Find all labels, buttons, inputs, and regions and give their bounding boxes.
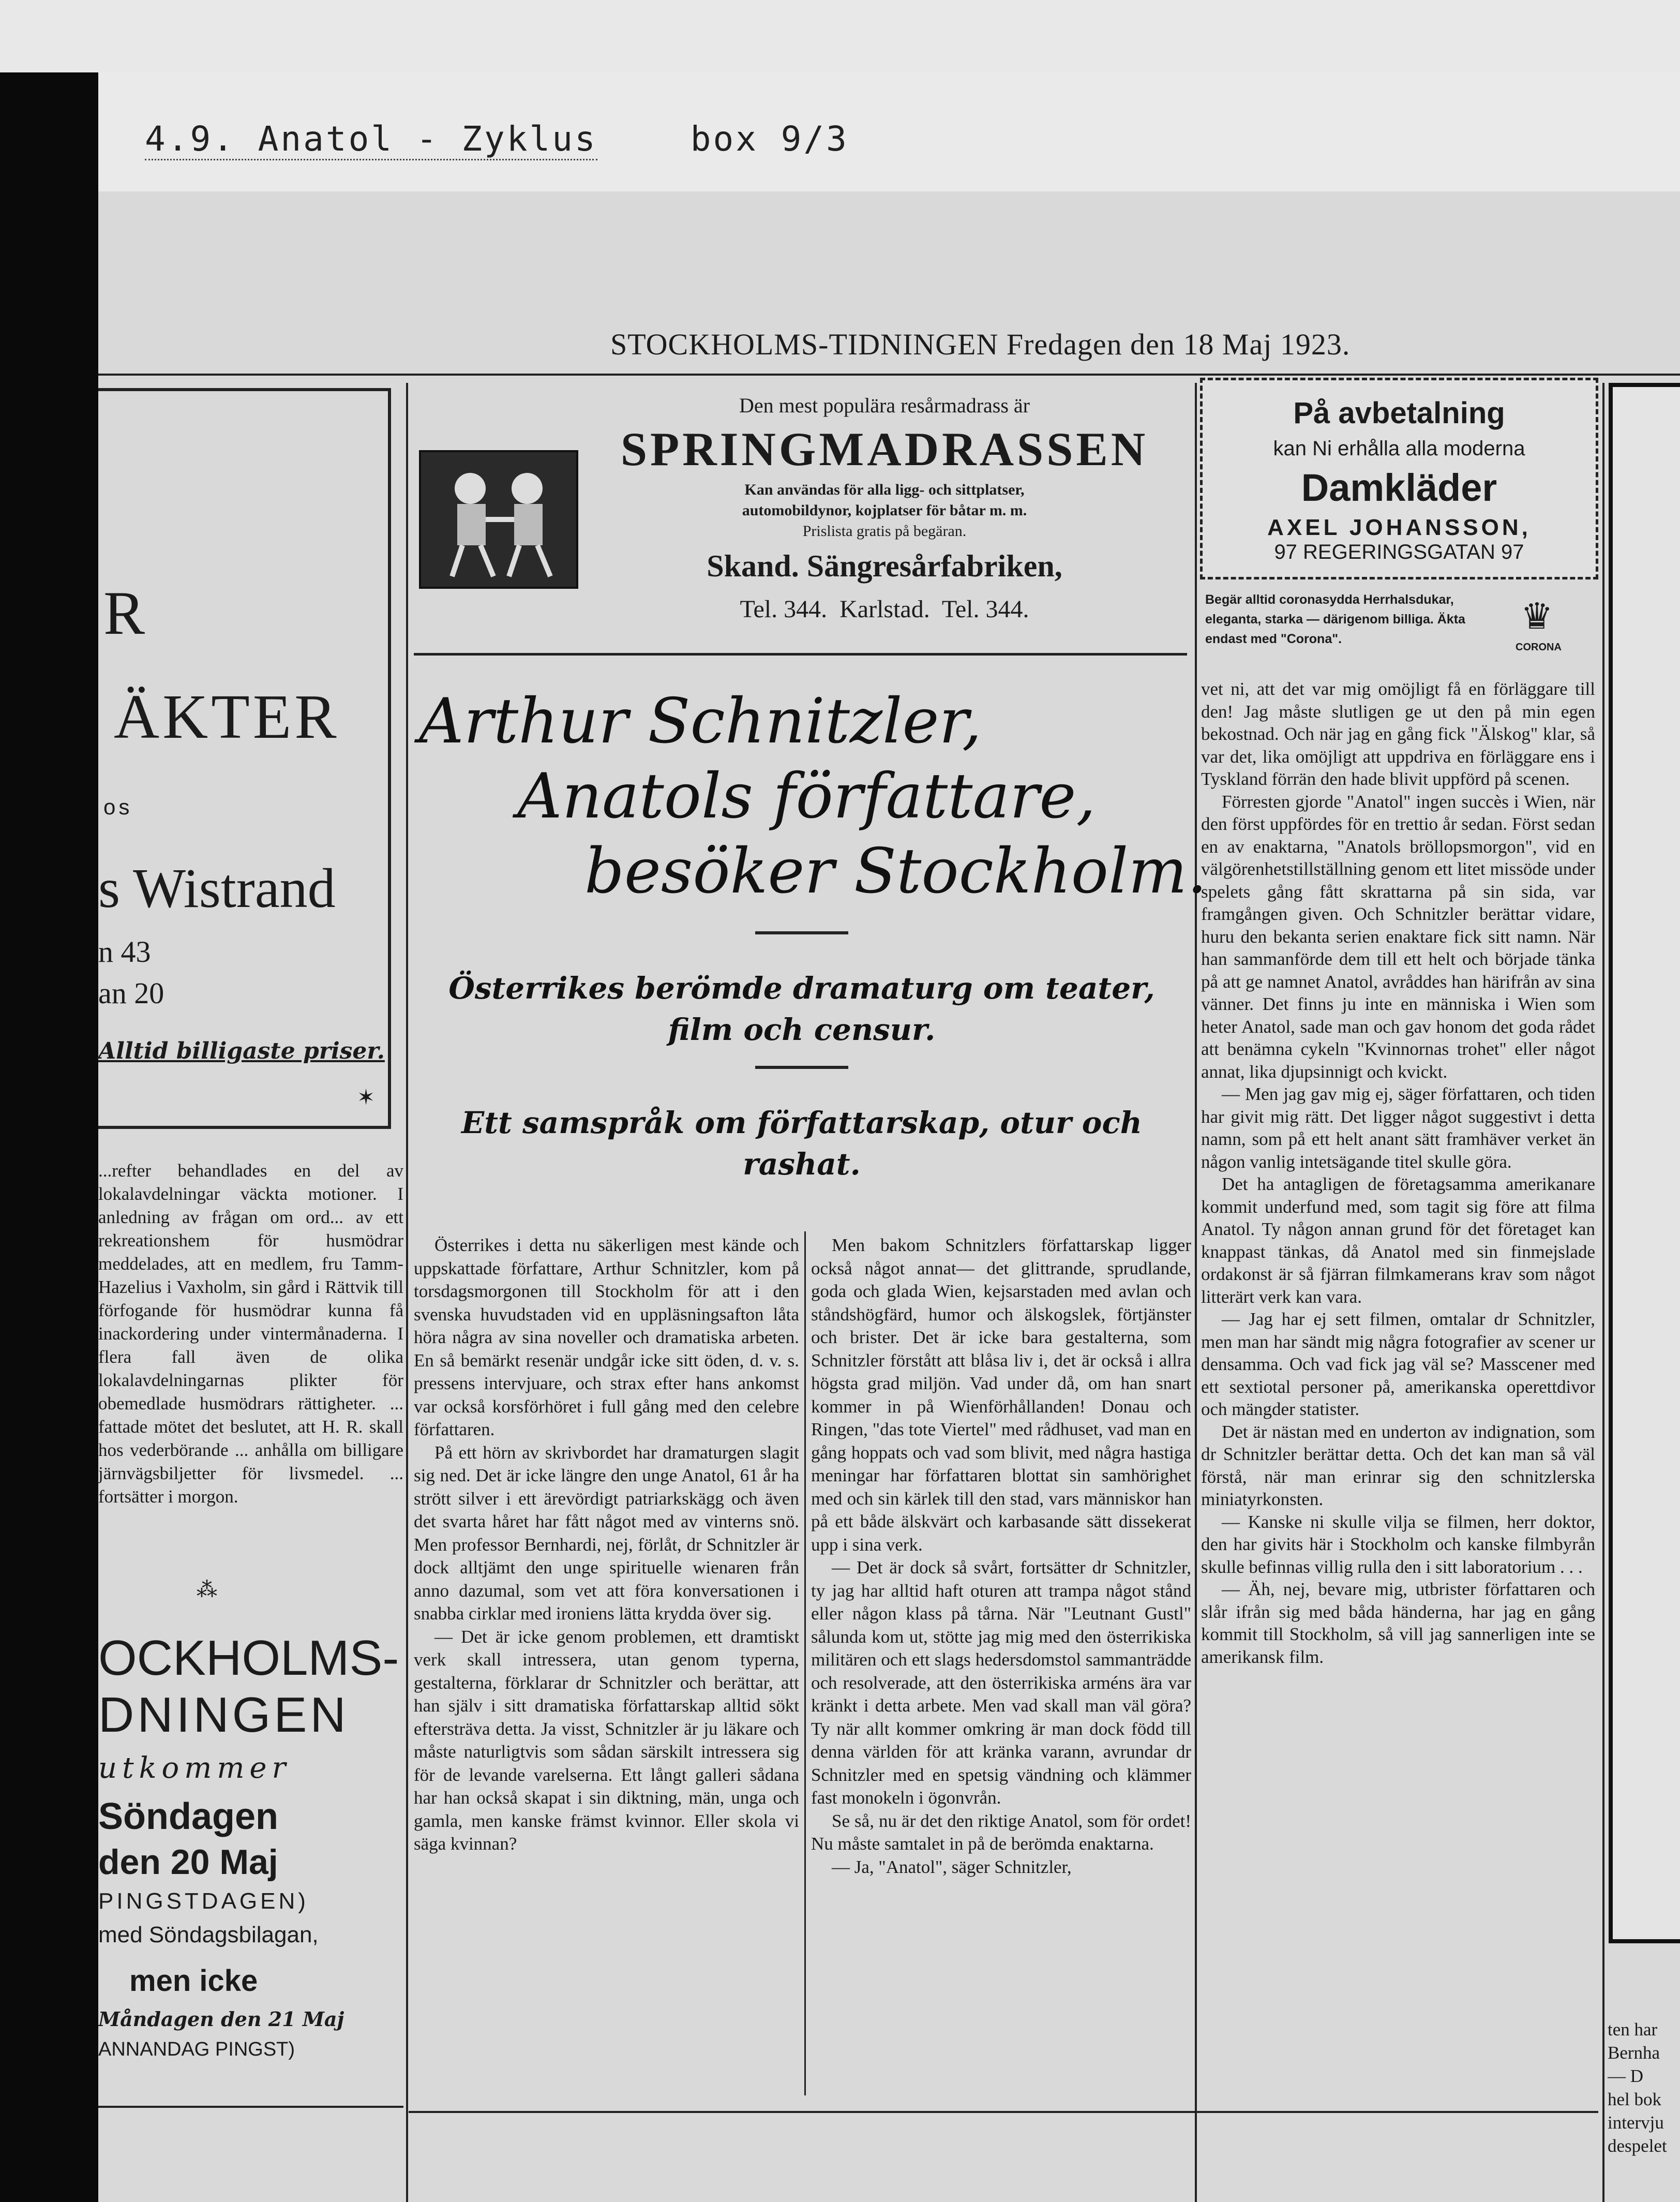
column-rule-2 bbox=[1195, 383, 1197, 2202]
masthead: STOCKHOLMS-TIDNINGEN Fredagen den 18 Maj 1923. bbox=[610, 328, 1351, 361]
divider-ornament: ⁂ bbox=[197, 1578, 217, 1602]
article-col3-para1: vet ni, att det var mig omöjligt få en förläggare till den! Jag måste slutligen ge ut den på min egen bekostnad. Och när jag en gång fick "Älskog" klar, så var det, lika omöjligt att uppdriva en förläggare ens i Tyskland förrän den hade blivit uppförd på scenen. bbox=[1201, 679, 1595, 789]
right-edge-line1: ten har bbox=[1608, 2019, 1658, 2040]
subheadline-2: Ett samspråk om författarskap, otur och rashat. bbox=[461, 1105, 1142, 1182]
article-col1-para1: Österrikes i detta nu säkerligen mest kände och uppskattade författare, Arthur Schnitzler, kom på torsdagsmorgonen till Stockholm för att i den svenska huvudstaden vid en uppläsningsafton låta höra några av sina noveller och dramatiska arbeten. En så bemärkt resenär undgår icke sitt öden, d. v. s. pressens intervjuare, och strax efter hans ankomst var också korsförhöret i full gång med den celebre författaren. bbox=[414, 1235, 799, 1439]
right-edge-line5: intervju bbox=[1608, 2112, 1664, 2133]
left-ad2-line3: utkommer bbox=[98, 1751, 291, 1785]
article-column-1 bbox=[414, 1234, 799, 1856]
left-ad-line2: ÄKTER bbox=[114, 682, 340, 752]
left-ad-line4: s Wistrand bbox=[98, 858, 336, 919]
left-ad2-line6: PINGSTDAGEN) bbox=[98, 1888, 309, 1914]
ad-separator-rule bbox=[414, 653, 1187, 656]
left-ad2-line7: med Söndagsbilagan, bbox=[98, 1922, 319, 1947]
mattress-tel: Tel. 344. Karlstad. Tel. 344. bbox=[740, 596, 1029, 623]
left-news-text: ...refter behandlades en del av lokalavdelningar väckta motioner. I anledning av frågan om ord... av ett rekreationshem för husmödrar meddelades, att en medlem, fru Tamm-Hazelius i Vaxholm, sin gård i Rättvik till förfogande för husmödrar kunna få inackordering under vintermånaderna. I flera fall även de olika lokalavdelningarnas plikter för obemedlade husmödrars rättigheter. ... fattade mötet det beslutet, att H. R. skall hos vederbörande ... anhålla om billigare järnvägsbiljetter för livsmedel. ... fortsätter i morgon. bbox=[98, 1160, 403, 1507]
subheadline-rule bbox=[755, 1066, 848, 1069]
clothes-line1: På avbetalning bbox=[1293, 396, 1505, 430]
archive-card-label bbox=[145, 119, 849, 159]
article-col3-para3: — Men jag gav mig ej, säger författaren, och tiden har givit mig rätt. Det ligger något suggestivt i detta namn, som på ett helt anant sätt framhäver verket än någon vanlig intetsägande titel skulle göra. bbox=[1201, 1084, 1595, 1172]
clothes-line4: AXEL JOHANSSON, bbox=[1267, 515, 1531, 540]
article-col3-para4: Det ha antagligen de företagsamma amerikanare kommit underfund med, som tagit sig före att filma Anatol. Ty någon annan grund för det företaget kan knappast tänkas, då Anatol med sin finmejslade ordakonst är så fjärran filmkamerans krav som något litterärt verk kan vara. bbox=[1201, 1174, 1595, 1307]
mattress-line4: Prislista gratis på begäran. bbox=[802, 523, 967, 540]
corona-ad bbox=[1205, 590, 1588, 662]
card-box: box 9/3 bbox=[690, 119, 849, 159]
left-ad-frame bbox=[98, 388, 391, 1129]
left-ad2-line2: DNINGEN bbox=[98, 1687, 349, 1743]
mattress-line2: Kan användas för alla ligg- och sittplatser, bbox=[744, 481, 1025, 498]
left-ad2-line1: OCKHOLMS- bbox=[98, 1630, 399, 1686]
article-col2-para3: Se så, nu är det den riktige Anatol, som för ordet! Nu måste samtalet in på de berömda enaktarna. bbox=[811, 1810, 1191, 1854]
left-ad2-line9: Måndagen den 21 Maj bbox=[98, 2007, 344, 2031]
scan-left-edge bbox=[0, 72, 98, 2202]
headline-line2: Anatols författare, bbox=[517, 761, 1096, 832]
article-column-3 bbox=[1201, 678, 1595, 1668]
headline-line3: besöker Stockholm. bbox=[584, 836, 1207, 907]
card-title: 4.9. Anatol - Zyklus bbox=[145, 119, 597, 160]
left-ad2-line4: Söndagen bbox=[98, 1796, 279, 1837]
left-ad-line3: os bbox=[103, 795, 133, 819]
column-rule-1 bbox=[406, 383, 408, 2202]
clothes-ad bbox=[1200, 378, 1598, 579]
article-col2-para2: — Det är dock så svårt, fortsätter dr Schnitzler, ty jag har alltid haft oturen att trampa något stånd eller någon klass på tårna. När "Leutnant Gustl" sålunda kom ut, stötte jag mig med den österrikiska militären och ett slags hedersdomstol sammanträdde och resolverade, att den österrikiska arméns ära var kränkt i detta arbete. Men vad skall man väl göra? Ty när allt kommer omkring är man dock född till denna världen för att kränka varann, avrundar dr Schnitzler med en spetsig vändning och klämmer fast monokeln i ögonvrån. bbox=[811, 1557, 1191, 1808]
article-col3-para7: — Kanske ni skulle vilja se filmen, herr doktor, den har givits här i Stockholm och kanske filmbyrån skulle befinnas villig rulla den i sitt laboratorium . . . bbox=[1201, 1511, 1595, 1577]
scan-top-margin bbox=[0, 0, 1680, 72]
masthead-rule bbox=[98, 374, 1680, 376]
left-ad-line7: Alltid billigaste priser. bbox=[98, 1038, 385, 1064]
article-col2-para1: Men bakom Schnitzlers författarskap ligger också något annat— det glittrande, sprudlande, goda och glada Wien, kejsarstaden med avlan och ståndshögfärd, humor och älskogslek, förtjänster och brister. Det är icke bara gestalterna, som Schnitzler förstått att blåsa liv i, det är också i allra högsta grad miljön. Vad under då, om han snart kommer in på Wienförhållanden! Donau och Ringen, "das tote Viertel" med rådhuset, vad man en gång hoppats och vad som blivit, med några hastiga meningar har författaren blottat sin samhörighet med och sin kärlek till den stad, vars människor han på ett både älskvärt och karbasande sätt dissekerat upp i sina verk. bbox=[811, 1235, 1191, 1555]
corona-text: Begär alltid coronasydda Herrhalsdukar, eleganta, starka — därigenom billiga. Äkta endast med "Corona". bbox=[1205, 592, 1465, 646]
article-col2-para4: — Ja, "Anatol", säger Schnitzler, bbox=[832, 1856, 1072, 1877]
right-ad-frame bbox=[1609, 383, 1680, 1943]
crown-icon: ♛ bbox=[1521, 595, 1553, 637]
left-news-column bbox=[98, 1159, 403, 1508]
right-edge-line4: hel bok bbox=[1608, 2089, 1662, 2109]
headline-rule bbox=[755, 931, 848, 934]
right-edge-line3: — D bbox=[1608, 2066, 1644, 2086]
mattress-ad bbox=[409, 393, 1190, 642]
column-rule-3 bbox=[1602, 383, 1604, 2202]
clothes-line5: 97 REGERINGSGATAN 97 bbox=[1274, 541, 1524, 563]
left-ad-line1: R bbox=[103, 578, 145, 647]
mattress-title: SPRINGMADRASSEN bbox=[620, 423, 1149, 475]
corona-brand: CORONA bbox=[1516, 642, 1562, 653]
mattress-line1: Den mest populära resårmadrass är bbox=[739, 394, 1030, 417]
subheadline-1: Österrikes berömde dramaturg om teater, film och censur. bbox=[448, 971, 1155, 1047]
clothes-line2: kan Ni erhålla alla moderna bbox=[1273, 437, 1525, 460]
headline-line1: Arthur Schnitzler, bbox=[419, 686, 982, 757]
dancing-figures-illustration bbox=[419, 450, 578, 589]
right-edge-column bbox=[1608, 2018, 1680, 2158]
right-edge-line2: Bernha bbox=[1608, 2043, 1660, 2063]
left-ad2-line10: ANNANDAG PINGST) bbox=[98, 2039, 295, 2060]
article-col3-para5: — Jag har ej sett filmen, omtalar dr Schnitzler, men man har sändt mig några fotografier av scener ur densamma. Och vad fick jag väl se? Masscener med ett sextiotal personer på, amerikanska operettdivor och mängder statister. bbox=[1201, 1309, 1595, 1419]
article-col3-para6: Det är nästan med en underton av indignation, som dr Schnitzler berättar detta. Och det kan man så väl förstå, när man erinrar sig den schnitzlerska miniatyrkonsten. bbox=[1201, 1421, 1595, 1509]
star-icon: ✶ bbox=[357, 1084, 376, 1110]
left-ad-2 bbox=[98, 1630, 403, 2085]
left-ad2-line5: den 20 Maj bbox=[98, 1842, 278, 1882]
article-col3-para2: Förresten gjorde "Anatol" ingen succès i Wien, när den först uppfördes för en trettio år sedan. Först sedan en av enaktarna, "Anatols bröllopsmorgon", vid en välgörenhetstillställning genom ett litet missöde under spelets gång fått skrattarna på sin sida, var framgången given. Och Schnitzler berättar vidare, huru den bekanta serien enaktare fick sitt namn. När han sammanförde dem till ett helt och började tänka på att ge namnet Anatol, avråddes han härifrån av sina vänner. Det finns ju inte en människa i Wien som heter Anatol, sade man och gav honom det goda rådet att benämna cykeln "Kvinnornas trohet" eller något annat, lika djupsinnigt och kvickt. bbox=[1201, 791, 1595, 1082]
bottom-rule bbox=[409, 2111, 1598, 2113]
mattress-company: Skand. Sängresårfabriken, bbox=[707, 549, 1062, 583]
left-ad-line5: n 43 bbox=[98, 935, 151, 969]
article-col3-para8: — Äh, nej, bevare mig, utbrister författaren och slår ifrån sig med båda händerna, har jag en gång kommit till Stockholm, så vill jag sannerligen inte se amerikansk film. bbox=[1201, 1579, 1595, 1667]
left-ad2-line8: men icke bbox=[129, 1964, 258, 1998]
mattress-line3: automobildynor, kojplatser för båtar m. m. bbox=[742, 502, 1027, 519]
left-ad-line6: an 20 bbox=[98, 976, 164, 1010]
article-col1-para2: På ett hörn av skrivbordet har dramaturgen slagit sig ned. Det är icke längre den unge Anatol, 61 år ha strött silver i ett ärevördigt patriarkskägg och även det svarta håret har fått något med av vinterns snö. Men professor Bernhardi, nej, förlåt, dr Schnitzler är dock alltjämt den unge spirituelle wienaren från anno dazumal, som vet att föra konversationen i snabba cirklar med ironiens lätta krydda över sig. bbox=[414, 1442, 799, 1624]
article-col1-para3: — Det är icke genom problemen, ett dramtiskt verk skall intressera, utan genom typerna, gestalterna, förklarar dr Schnitzler och berättar, att han själv i sitt dramatiska författarskap alltid sökt eftersträva detta. Ja visst, Schnitzler är ju läkare och måste naturligtvis som sådan särskilt intressera sig för de levande varelserna. Ett långt galleri sådana har han också skapat i sin diktning, män, unga och gamla, men kanske främst kvinnor. Eller skola vi säga kvinnan? bbox=[414, 1626, 799, 1854]
article-column-2 bbox=[811, 1234, 1191, 1879]
article-column-rule bbox=[804, 1231, 806, 2095]
right-edge-line6: despelet bbox=[1608, 2136, 1667, 2156]
left-bottom-rule bbox=[98, 2106, 403, 2108]
clothes-line3: Damkläder bbox=[1301, 466, 1497, 509]
